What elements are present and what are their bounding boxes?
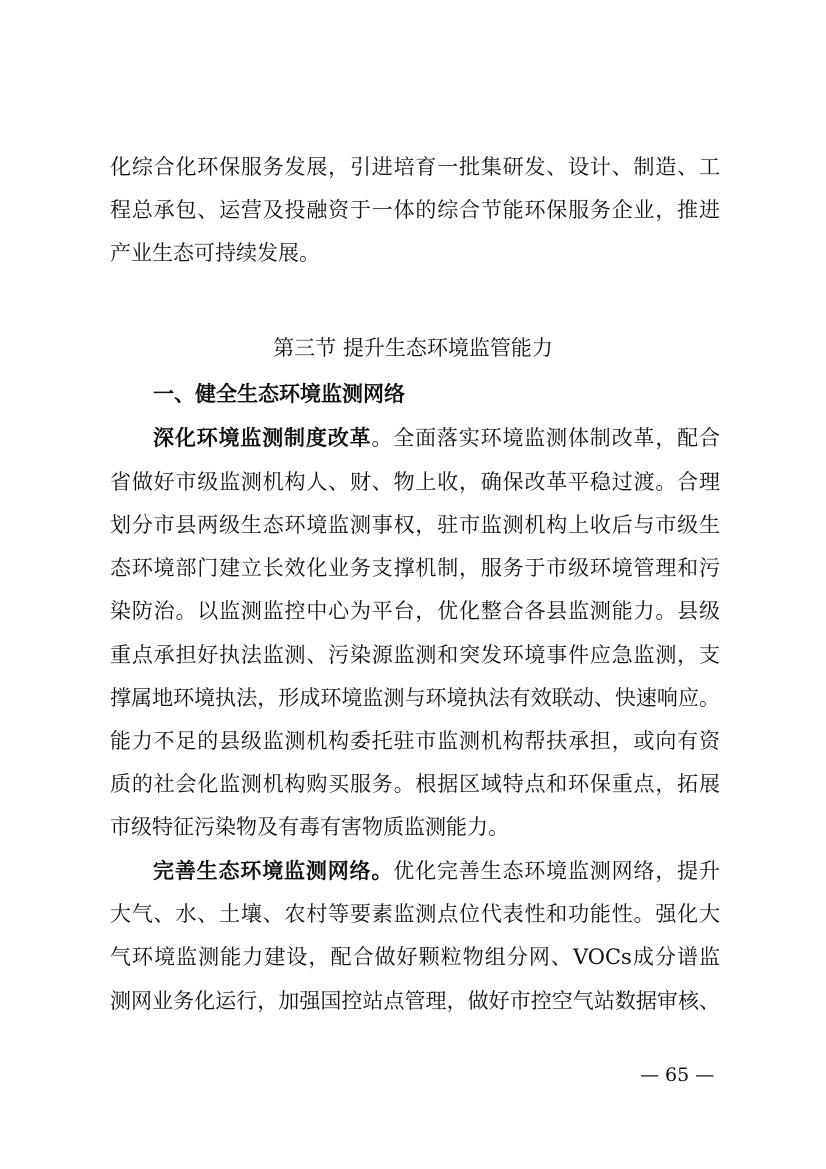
paragraph-line: 染防治。以监测监控中心为平台，优化整合各县监测能力。县级	[110, 599, 720, 623]
paragraph-lead: 深化环境监测制度改革	[153, 426, 372, 450]
paragraph-line: 能力不足的县级监测机构委托驻市监测机构帮扶承担，或向有资	[110, 729, 720, 753]
paragraph-text: 。全面落实环境监测体制改革，配合	[371, 426, 721, 450]
paragraph-line: 省做好市级监测机构人、财、物上收，确保改革平稳过渡。合理	[110, 470, 720, 494]
paragraph-line: 市级特征污染物及有毒有害物质监测能力。	[110, 815, 509, 839]
paragraph-first-line	[153, 423, 720, 453]
paragraph-line: 质的社会化监测机构购买服务。根据区域特点和环保重点，拓展	[110, 772, 720, 796]
section-title: 第三节 提升生态环境监管能力	[273, 336, 553, 360]
paragraph-lead: 完善生态环境监测网络。	[153, 859, 394, 883]
paragraph-line: 大气、水、土壤、农村等要素监测点位代表性和功能性。强化大	[110, 902, 720, 926]
page-number: — 65 —	[640, 1064, 715, 1086]
intro-line: 化综合化环保服务发展，引进培育一批集研发、设计、制造、工	[110, 155, 720, 179]
paragraph-first-line	[153, 856, 720, 886]
paragraph-line: 测网业务化运行，加强国控站点管理，做好市控空气站数据审核、	[110, 989, 720, 1013]
intro-line: 程总承包、运营及投融资于一体的综合节能环保服务企业，推进	[110, 198, 720, 222]
paragraph-line: 态环境部门建立长效化业务支撑机制，服务于市级环境管理和污	[110, 556, 720, 580]
intro-line: 产业生态可持续发展。	[110, 241, 320, 265]
paragraph-line: 重点承担好执法监测、污染源监测和突发环境事件应急监测，支	[110, 643, 720, 667]
paragraph-line: 气环境监测能力建设，配合做好颗粒物组分网、VOCs成分谱监	[110, 945, 720, 969]
paragraph-line: 划分市县两级生态环境监测事权，驻市监测机构上收后与市级生	[110, 513, 720, 537]
paragraph-text: 优化完善生态环境监测网络，提升	[393, 859, 721, 883]
heading: 一、健全生态环境监测网络	[153, 382, 405, 406]
paragraph-line: 撑属地环境执法，形成环境监测与环境执法有效联动、快速响应。	[110, 686, 720, 710]
